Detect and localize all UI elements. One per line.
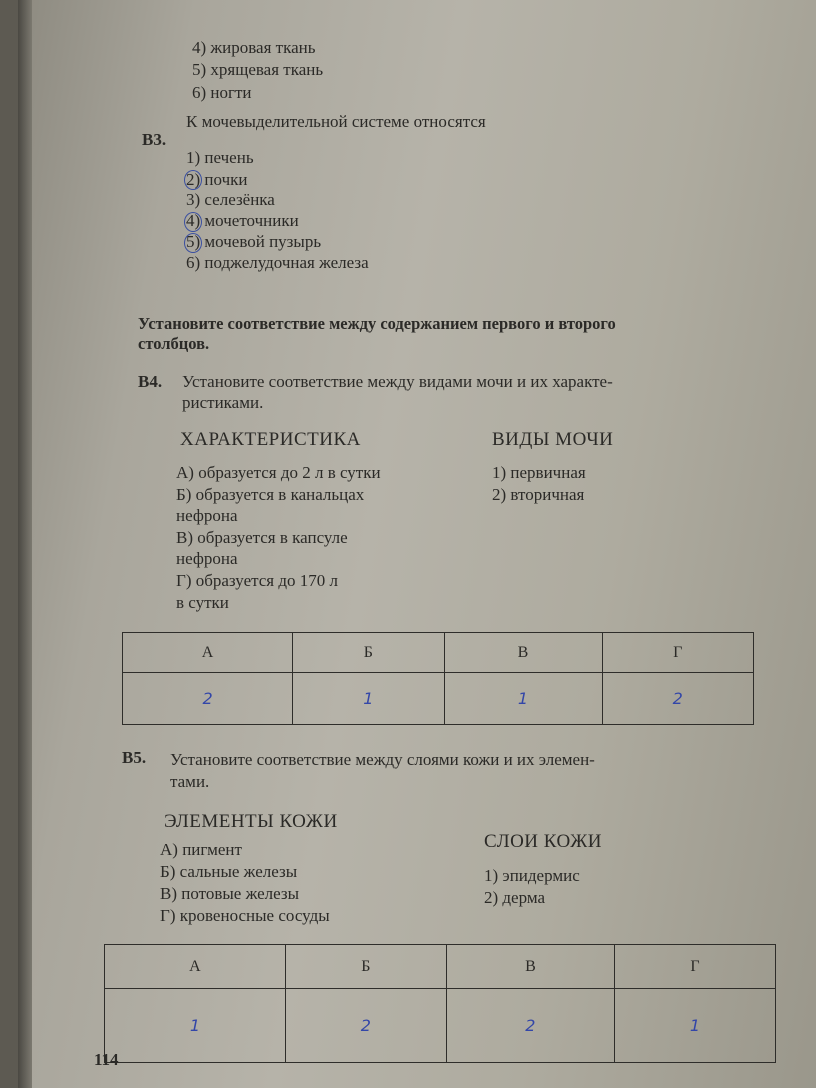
b4-char-b: Б) образуется в канальцах — [176, 485, 365, 504]
b5-answer-a[interactable]: 1 — [105, 989, 286, 1063]
instruction-line-1: Установите соответствие между содержанием первого и второго — [138, 314, 616, 333]
b3-option-2: 2) почки — [186, 170, 248, 189]
b3-option-5: 5) мочевой пузырь — [186, 232, 322, 251]
b4-answer-table — [122, 632, 754, 725]
b5-layer-2: 2) дерма — [484, 888, 546, 907]
b5-col-a: А — [105, 945, 286, 989]
b3-question: К мочевыделительной системе относятся — [186, 112, 486, 131]
b5-element-g: Г) кровеносные сосуды — [160, 906, 330, 925]
b3-option-3: 3) селезёнка — [186, 190, 275, 209]
b4-answer-a[interactable]: 2 — [123, 673, 293, 725]
b5-element-a: А) пигмент — [160, 840, 242, 859]
b4-type-2: 2) вторичная — [492, 485, 585, 504]
prev-option-5: 5) хрящевая ткань — [192, 60, 324, 79]
b5-answer-g[interactable]: 1 — [614, 989, 775, 1063]
pen-circle-mark — [184, 233, 202, 253]
b3-option-6: 6) поджелудочная железа — [186, 253, 369, 272]
prev-option-4: 4) жировая ткань — [192, 38, 316, 57]
pen-circle-mark — [184, 170, 202, 190]
b5-question-line-1: Установите соответствие между слоями кожи и их элемен- — [170, 750, 595, 769]
b4-col-a: А — [123, 633, 293, 673]
workbook-page — [18, 0, 816, 1088]
b4-col-g: Г — [602, 633, 753, 673]
b5-col-v: В — [446, 945, 614, 989]
b5-layer-1: 1) эпидермис — [484, 866, 580, 885]
b5-question-line-2: тами. — [170, 772, 210, 791]
b5-element-b: Б) сальные железы — [160, 862, 298, 881]
b3-label: В3. — [142, 130, 167, 149]
b4-label: В4. — [138, 372, 163, 391]
b4-answer-v[interactable]: 1 — [444, 673, 602, 725]
prev-option-6: 6) ногти — [192, 83, 252, 102]
b4-type-1: 1) первичная — [492, 463, 586, 482]
b4-question-line-1: Установите соответствие между видами мочи и их характе- — [182, 372, 613, 391]
b5-col-g: Г — [614, 945, 775, 989]
b4-char-v-cont: нефрона — [176, 549, 238, 568]
b4-right-header: ВИДЫ МОЧИ — [492, 429, 614, 450]
b4-answer-b[interactable]: 1 — [293, 673, 444, 725]
b4-answer-g[interactable]: 2 — [602, 673, 753, 725]
b5-right-header: СЛОИ КОЖИ — [484, 831, 602, 852]
b5-answer-table — [104, 944, 776, 1063]
b4-char-g: Г) образуется до 170 л — [176, 571, 338, 590]
b5-element-v: В) потовые железы — [160, 884, 300, 903]
pen-circle-mark — [184, 212, 202, 232]
instruction-line-2: столбцов. — [138, 334, 210, 353]
b3-option-4: 4) мочеточники — [186, 211, 299, 230]
b4-question-line-2: ристиками. — [182, 393, 264, 412]
b3-option-1: 1) печень — [186, 148, 254, 167]
page-number: 114 — [94, 1050, 119, 1069]
b4-char-b-cont: нефрона — [176, 506, 238, 525]
b4-col-b: Б — [293, 633, 444, 673]
b4-char-v: В) образуется в капсуле — [176, 528, 348, 547]
b4-char-g-cont: в сутки — [176, 593, 229, 612]
b5-label: В5. — [122, 748, 147, 767]
b5-answer-v[interactable]: 2 — [446, 989, 614, 1063]
b4-char-a: А) образуется до 2 л в сутки — [176, 463, 381, 482]
b5-answer-b[interactable]: 2 — [285, 989, 446, 1063]
b4-col-v: В — [444, 633, 602, 673]
b4-left-header: ХАРАКТЕРИСТИКА — [180, 429, 361, 450]
b5-left-header: ЭЛЕМЕНТЫ КОЖИ — [164, 811, 338, 832]
b5-col-b: Б — [285, 945, 446, 989]
